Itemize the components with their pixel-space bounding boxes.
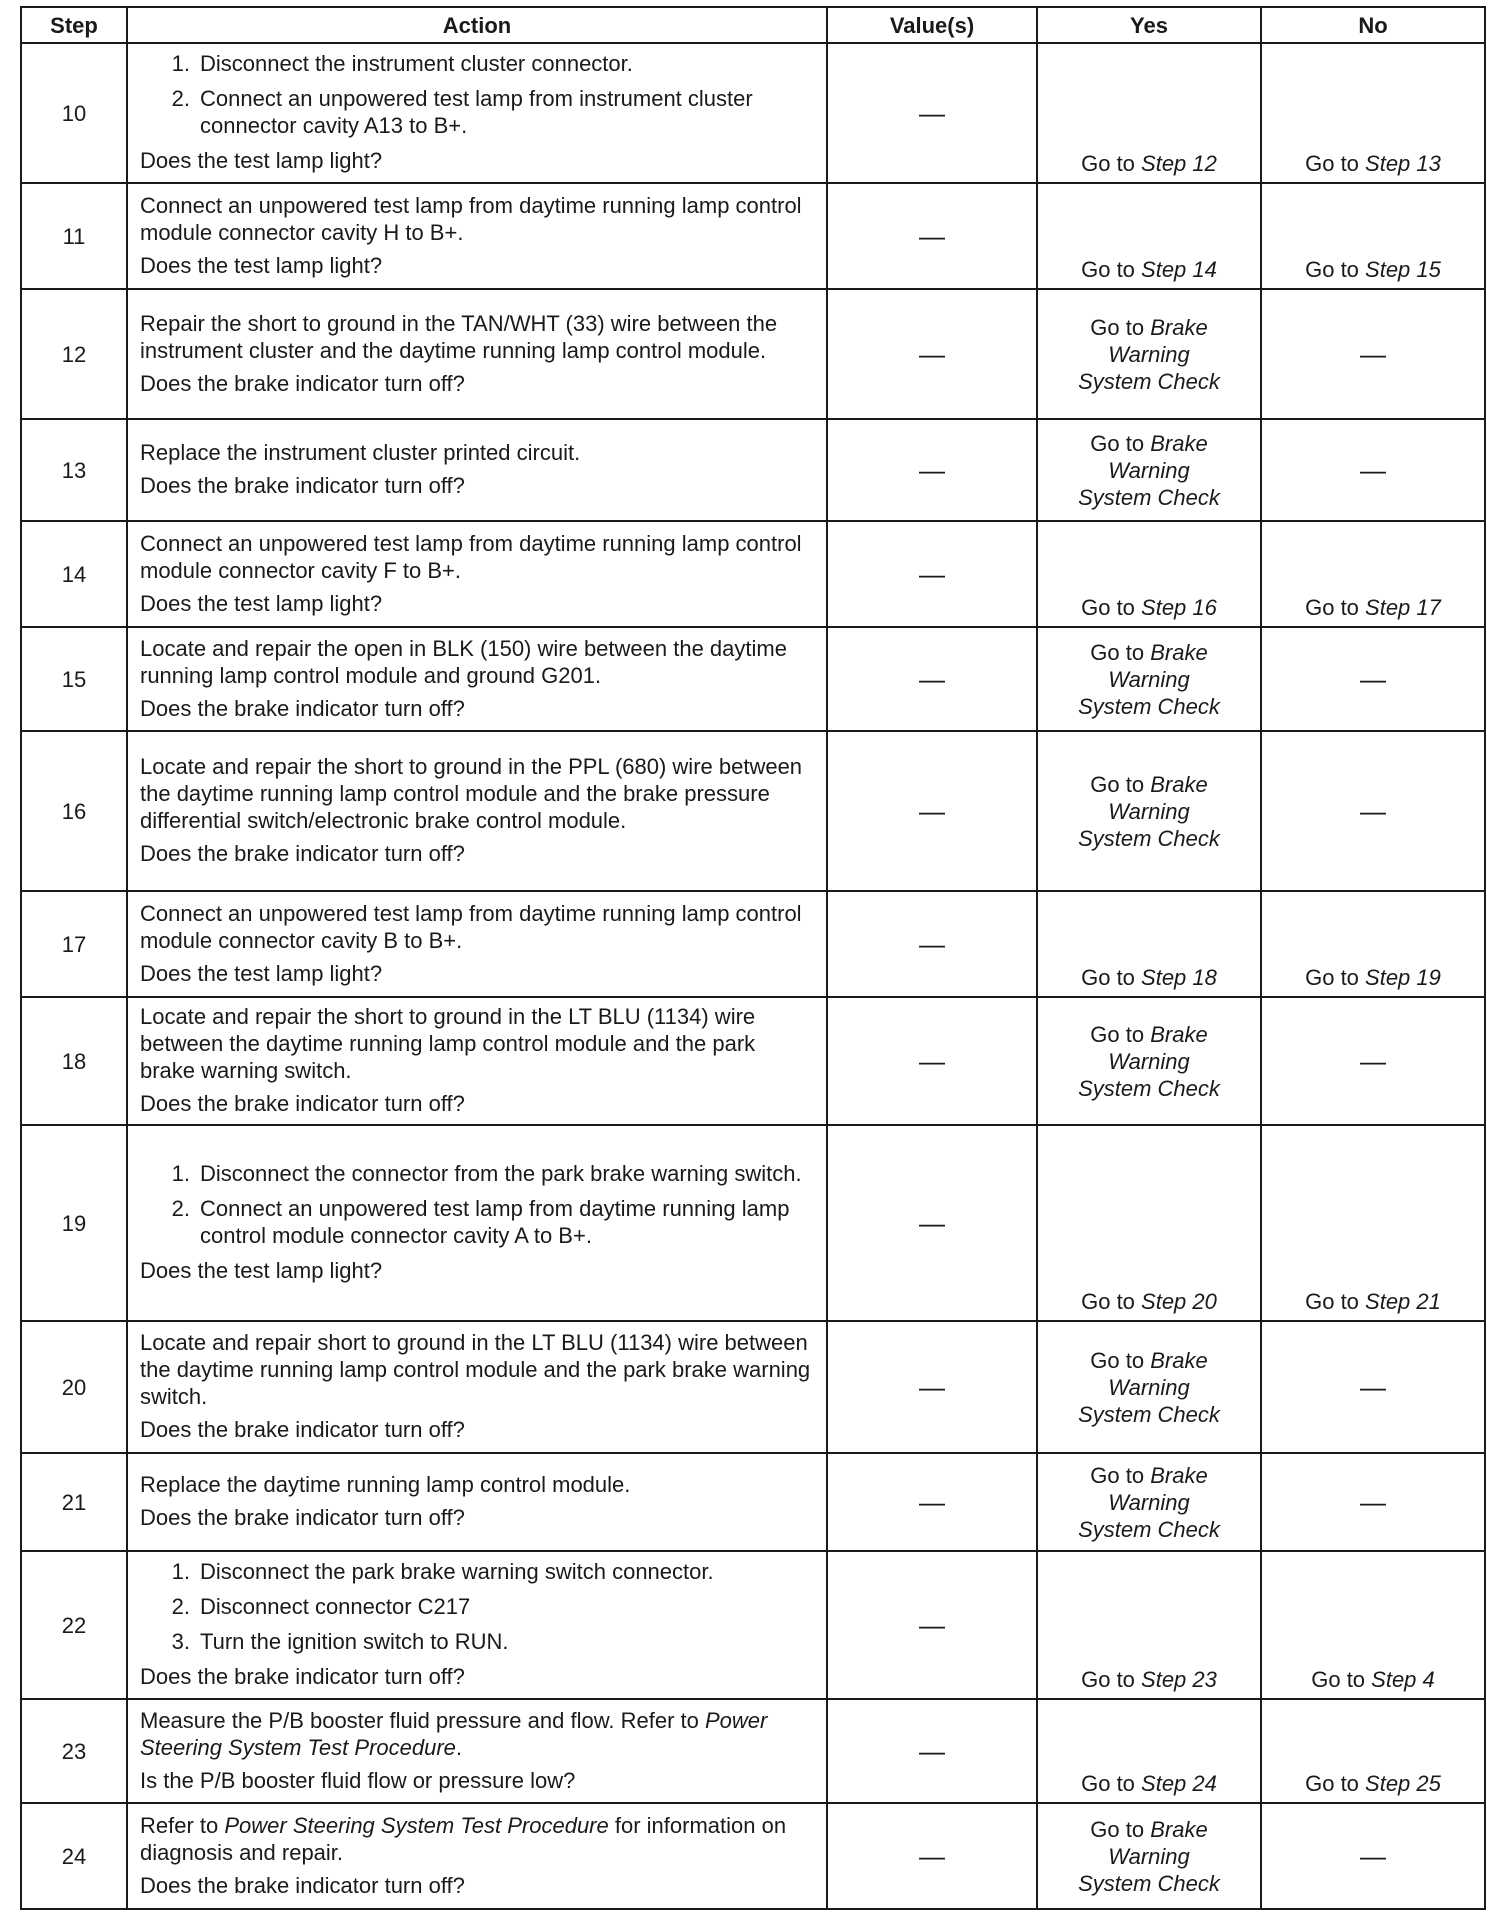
- no-goto: Go to: [1305, 1771, 1366, 1796]
- yes-cell: [1037, 891, 1261, 997]
- yes-cell: [1037, 997, 1261, 1125]
- table-row: [21, 1321, 1485, 1453]
- table-row: [21, 731, 1485, 891]
- yes-step-ref: Step 24: [1141, 1771, 1217, 1796]
- yes-result-line-2: Warning: [1108, 457, 1190, 483]
- action-text: Connect an unpowered test lamp from daytime running lamp control module connector cavity B to B+.: [140, 900, 802, 953]
- yes-result-line-1: Go to Brake: [1090, 1347, 1208, 1373]
- action-step-number: 3.: [171, 1629, 190, 1654]
- action-step-number: 2.: [171, 1196, 190, 1221]
- action-text: Connect an unpowered test lamp from daytime running lamp control module connector cavity H to B+.: [140, 192, 802, 245]
- action-text-part: Measure the P/B booster fluid pressure and flow. Refer to: [140, 1707, 705, 1733]
- action-question: Does the brake indicator turn off?: [140, 1664, 465, 1689]
- yes-cell: [1037, 1125, 1261, 1321]
- table-row: [21, 1453, 1485, 1551]
- yes-result-line-2: Warning: [1108, 666, 1190, 692]
- no-step-ref: Step 4: [1371, 1667, 1435, 1692]
- yes-result-line: [1038, 430, 1260, 457]
- no-step-ref: Step 15: [1365, 257, 1441, 282]
- action-text-part: for information on diagnosis and repair.: [140, 1812, 787, 1865]
- action-text: Locate and repair the short to ground in the PPL (680) wire between the daytime running lamp control module and the brake pressure differential switch/electronic brake control module.: [140, 754, 803, 833]
- table-row: [21, 1551, 1485, 1699]
- yes-result-line-3: System Check: [1078, 368, 1220, 394]
- action-step-number: 1.: [171, 1161, 190, 1186]
- no-goto: Go to: [1305, 1289, 1366, 1314]
- step-number: 20: [21, 1321, 127, 1453]
- table-row: [21, 289, 1485, 419]
- no-cell: [1261, 521, 1485, 627]
- no-cell: [1261, 1125, 1485, 1321]
- action-step-text: Turn the ignition switch to RUN.: [200, 1629, 509, 1654]
- step-number: 14: [21, 521, 127, 627]
- yes-result-line-3: System Check: [1078, 484, 1220, 510]
- header-no: No: [1261, 7, 1485, 43]
- yes-cell: [1037, 1699, 1261, 1803]
- action-cell: [127, 419, 827, 521]
- yes-cell: [1037, 1453, 1261, 1551]
- action-question: Does the brake indicator turn off?: [140, 1872, 465, 1898]
- yes-result-line: [1038, 1462, 1260, 1489]
- action-cell: [127, 891, 827, 997]
- yes-goto: Go to: [1081, 1667, 1142, 1692]
- yes-step-ref: Step 16: [1141, 595, 1217, 620]
- yes-step-ref: Step 12: [1141, 151, 1217, 176]
- yes-result-line-3: System Check: [1078, 1516, 1220, 1542]
- yes-cell: [1037, 183, 1261, 289]
- yes-result-line-3: System Check: [1078, 1401, 1220, 1427]
- table-body: [21, 43, 1485, 1909]
- value-cell: —: [827, 183, 1037, 289]
- no-step-ref: Step 17: [1365, 595, 1441, 620]
- yes-result-line-1: Go to Brake: [1090, 314, 1208, 340]
- action-step-item: [140, 1195, 816, 1249]
- action-question: Does the brake indicator turn off?: [140, 695, 465, 721]
- action-text: Replace the daytime running lamp control module.: [140, 1472, 631, 1497]
- action-question: Does the brake indicator turn off?: [140, 1091, 465, 1116]
- yes-result-line: [1038, 314, 1260, 341]
- yes-step-ref: Step 14: [1141, 257, 1217, 282]
- action-step-text: Connect an unpowered test lamp from daytime running lamp control module connector cavity A to B+.: [200, 1196, 790, 1248]
- action-text: Repair the short to ground in the TAN/WHT (33) wire between the instrument cluster and the daytime running lamp control module.: [140, 310, 778, 363]
- table-row: [21, 997, 1485, 1125]
- action-cell: [127, 731, 827, 891]
- action-cell: [127, 43, 827, 183]
- table-row: [21, 1803, 1485, 1909]
- yes-result-line: [1038, 1347, 1260, 1374]
- action-step-number: 2.: [171, 86, 190, 111]
- header-yes: Yes: [1037, 7, 1261, 43]
- step-number: 21: [21, 1453, 127, 1551]
- yes-result-line-2: Warning: [1108, 1843, 1190, 1869]
- action-cell: [127, 1453, 827, 1551]
- yes-goto: Go to: [1081, 595, 1142, 620]
- table-header-row: [21, 7, 1485, 43]
- diagnostic-table: [20, 6, 1486, 1910]
- header-values: Value(s): [827, 7, 1037, 43]
- yes-cell: [1037, 419, 1261, 521]
- value-cell: —: [827, 1453, 1037, 1551]
- action-step-item: [140, 1558, 816, 1585]
- table-row: [21, 1699, 1485, 1803]
- table-row: [21, 891, 1485, 997]
- no-cell: [1261, 1551, 1485, 1699]
- action-cell: [127, 1551, 827, 1699]
- yes-result-line-1: Go to Brake: [1090, 1816, 1208, 1842]
- yes-cell: [1037, 289, 1261, 419]
- no-step-ref: Step 25: [1365, 1771, 1441, 1796]
- yes-result-line-1: Go to Brake: [1090, 430, 1208, 456]
- yes-result-line-3: System Check: [1078, 1075, 1220, 1101]
- yes-cell: [1037, 43, 1261, 183]
- value-cell: —: [827, 731, 1037, 891]
- step-number: 19: [21, 1125, 127, 1321]
- value-cell: —: [827, 997, 1037, 1125]
- action-step-number: 2.: [171, 1594, 190, 1619]
- yes-result-line-2: Warning: [1108, 798, 1190, 824]
- table-row: [21, 521, 1485, 627]
- yes-result-line-3: System Check: [1078, 825, 1220, 851]
- no-cell: [1261, 43, 1485, 183]
- action-step-text: Connect an unpowered test lamp from instrument cluster connector cavity A13 to B+.: [200, 86, 753, 138]
- step-number: 10: [21, 43, 127, 183]
- action-step-item: [140, 50, 816, 77]
- action-cell: [127, 997, 827, 1125]
- no-goto: Go to: [1305, 595, 1366, 620]
- value-cell: —: [827, 1551, 1037, 1699]
- action-text: [140, 1812, 816, 1866]
- yes-goto: Go to: [1081, 257, 1142, 282]
- action-cell: [127, 1803, 827, 1909]
- action-text: Locate and repair the short to ground in the LT BLU (1134) wire between the daytime running lamp control module and the park brake warning switch.: [140, 1004, 756, 1083]
- action-steps-list: [140, 50, 816, 139]
- value-cell: —: [827, 1125, 1037, 1321]
- no-cell: —: [1261, 997, 1485, 1125]
- action-question: Does the test lamp light?: [140, 960, 383, 986]
- action-step-item: [140, 1593, 816, 1620]
- yes-goto: Go to: [1081, 151, 1142, 176]
- no-cell: —: [1261, 419, 1485, 521]
- no-step-ref: Step 21: [1365, 1289, 1441, 1314]
- yes-result-line: [1038, 1021, 1260, 1048]
- no-step-ref: Step 19: [1365, 965, 1441, 990]
- procedure-reference: Power Steering System Test Procedure: [224, 1812, 609, 1838]
- no-cell: —: [1261, 1453, 1485, 1551]
- value-cell: —: [827, 627, 1037, 731]
- header-step: Step: [21, 7, 127, 43]
- no-cell: [1261, 1699, 1485, 1803]
- step-number: 11: [21, 183, 127, 289]
- action-step-item: [140, 85, 816, 139]
- yes-result-line-2: Warning: [1108, 1048, 1190, 1074]
- action-text-part: .: [455, 1734, 463, 1760]
- action-question: Does the brake indicator turn off?: [140, 1417, 465, 1442]
- action-text: [140, 1707, 816, 1761]
- no-step-ref: Step 13: [1365, 151, 1441, 176]
- value-cell: —: [827, 521, 1037, 627]
- table-row: [21, 419, 1485, 521]
- action-question: Does the test lamp light?: [140, 148, 383, 173]
- yes-result-line-3: System Check: [1078, 693, 1220, 719]
- yes-cell: [1037, 1321, 1261, 1453]
- action-cell: [127, 289, 827, 419]
- action-question: Is the P/B booster fluid flow or pressure low?: [140, 1767, 576, 1793]
- action-text-part: Refer to: [140, 1812, 225, 1838]
- header-action: Action: [127, 7, 827, 43]
- value-cell: —: [827, 289, 1037, 419]
- step-number: 12: [21, 289, 127, 419]
- action-step-text: Disconnect connector C217: [200, 1594, 471, 1619]
- yes-cell: [1037, 521, 1261, 627]
- no-cell: [1261, 183, 1485, 289]
- step-number: 18: [21, 997, 127, 1125]
- step-number: 15: [21, 627, 127, 731]
- step-number: 17: [21, 891, 127, 997]
- value-cell: —: [827, 1321, 1037, 1453]
- no-cell: —: [1261, 1321, 1485, 1453]
- step-number: 13: [21, 419, 127, 521]
- action-question: Does the brake indicator turn off?: [140, 370, 465, 396]
- action-steps-list: [140, 1558, 816, 1655]
- value-cell: —: [827, 1803, 1037, 1909]
- no-cell: —: [1261, 289, 1485, 419]
- yes-goto: Go to: [1081, 965, 1142, 990]
- table-row: [21, 627, 1485, 731]
- action-text: Replace the instrument cluster printed circuit.: [140, 440, 581, 465]
- table-row: [21, 1125, 1485, 1321]
- step-number: 22: [21, 1551, 127, 1699]
- yes-result-line: [1038, 1816, 1260, 1843]
- yes-cell: [1037, 731, 1261, 891]
- action-question: Does the brake indicator turn off?: [140, 841, 465, 866]
- yes-result-line-2: Warning: [1108, 1374, 1190, 1400]
- action-text: Locate and repair short to ground in the LT BLU (1134) wire between the daytime running lamp control module and the park brake warning switch.: [140, 1330, 811, 1409]
- no-goto: Go to: [1305, 965, 1366, 990]
- table-row: [21, 43, 1485, 183]
- step-number: 23: [21, 1699, 127, 1803]
- value-cell: —: [827, 1699, 1037, 1803]
- action-step-text: Disconnect the park brake warning switch connector.: [200, 1559, 714, 1584]
- yes-result-line-2: Warning: [1108, 341, 1190, 367]
- action-step-number: 1.: [171, 51, 190, 76]
- no-goto: Go to: [1311, 1667, 1372, 1692]
- yes-result-line-1: Go to Brake: [1090, 639, 1208, 665]
- action-cell: [127, 1321, 827, 1453]
- yes-step-ref: Step 20: [1141, 1289, 1217, 1314]
- action-question: Does the test lamp light?: [140, 1258, 383, 1283]
- action-text: Locate and repair the open in BLK (150) wire between the daytime running lamp control module and ground G201.: [140, 635, 787, 688]
- yes-result-line-1: Go to Brake: [1090, 771, 1208, 797]
- yes-step-ref: Step 23: [1141, 1667, 1217, 1692]
- yes-result-line: [1038, 771, 1260, 798]
- action-text: Connect an unpowered test lamp from daytime running lamp control module connector cavity F to B+.: [140, 530, 802, 583]
- yes-goto: Go to: [1081, 1771, 1142, 1796]
- table-row: [21, 183, 1485, 289]
- action-cell: [127, 183, 827, 289]
- yes-cell: [1037, 1803, 1261, 1909]
- procedure-reference: Power Steering System Test Procedure: [140, 1707, 768, 1760]
- action-steps-list: [140, 1160, 816, 1249]
- no-goto: Go to: [1305, 151, 1366, 176]
- action-step-item: [140, 1160, 816, 1187]
- action-step-text: Disconnect the instrument cluster connector.: [200, 51, 633, 76]
- no-cell: —: [1261, 627, 1485, 731]
- action-question: Does the brake indicator turn off?: [140, 1505, 465, 1530]
- yes-goto: Go to: [1081, 1289, 1142, 1314]
- yes-cell: [1037, 627, 1261, 731]
- yes-result-line-1: Go to Brake: [1090, 1021, 1208, 1047]
- no-cell: —: [1261, 1803, 1485, 1909]
- action-cell: [127, 1125, 827, 1321]
- action-cell: [127, 627, 827, 731]
- action-question: Does the brake indicator turn off?: [140, 473, 465, 498]
- step-number: 16: [21, 731, 127, 891]
- action-step-number: 1.: [171, 1559, 190, 1584]
- no-cell: [1261, 891, 1485, 997]
- yes-step-ref: Step 18: [1141, 965, 1217, 990]
- step-number: 24: [21, 1803, 127, 1909]
- yes-result-line: [1038, 639, 1260, 666]
- no-cell: —: [1261, 731, 1485, 891]
- action-step-text: Disconnect the connector from the park brake warning switch.: [200, 1161, 802, 1186]
- value-cell: —: [827, 891, 1037, 997]
- value-cell: —: [827, 43, 1037, 183]
- action-step-item: [140, 1628, 816, 1655]
- yes-result-line-2: Warning: [1108, 1489, 1190, 1515]
- yes-cell: [1037, 1551, 1261, 1699]
- value-cell: —: [827, 419, 1037, 521]
- action-cell: [127, 521, 827, 627]
- yes-result-line-1: Go to Brake: [1090, 1462, 1208, 1488]
- action-cell: [127, 1699, 827, 1803]
- action-question: Does the test lamp light?: [140, 252, 383, 278]
- action-question: Does the test lamp light?: [140, 590, 383, 616]
- no-goto: Go to: [1305, 257, 1366, 282]
- yes-result-line-3: System Check: [1078, 1870, 1220, 1896]
